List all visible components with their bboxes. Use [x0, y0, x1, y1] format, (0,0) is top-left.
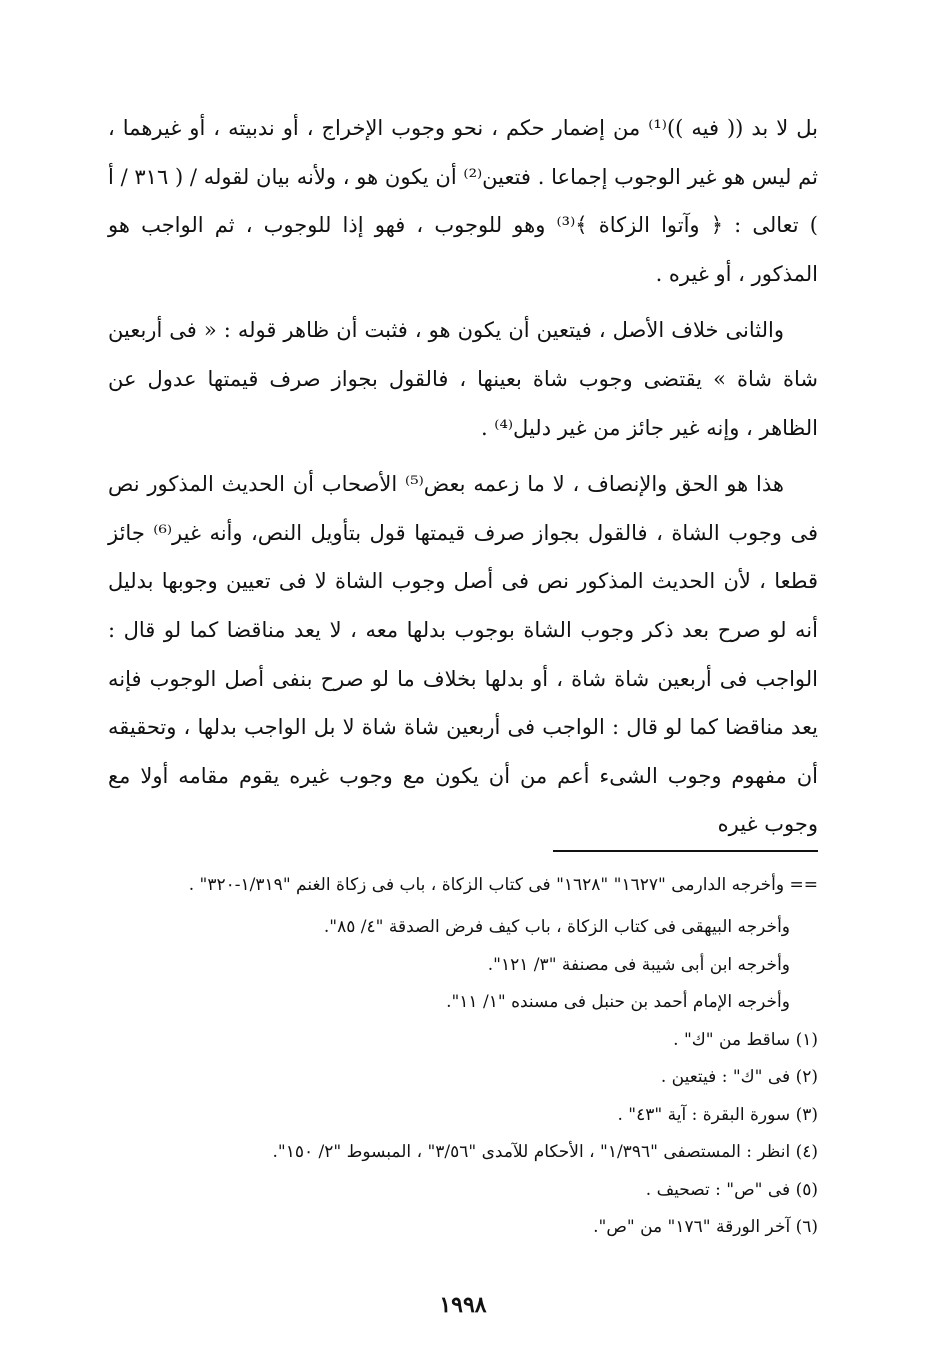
footnote-reference-1: وأخرجه البيهقى فى كتاب الزكاة ، باب كيف فرض الصدقة "٤/ ٨٥". [323, 917, 790, 937]
footnote-continuation: == وأخرجه الدارمى "١٦٢٧" "١٦٢٨" فى كتاب الزكاة ، باب فى زكاة الغنم "١/٣١٩-٣٢٠" . [188, 875, 818, 895]
paragraph-1: بل لا بد (( فيه ))⁽¹⁾ من إضمار حكم ، نحو وجوب الإخراج ، أو ندبيته ، أو غيرهما ، ثم ليس هو غير الوجوب إجماعا . فتعين⁽²⁾ أن يكون هو ، ولأنه بيان لقوله / ( ٣١٦ / أ ) تعالى : ﴿ وآتوا الزكاة ﴾⁽³⁾ وهو للوجوب ، فهو إذا للوجوب ، ثم الواجب هو المذكور ، أو غيره . [108, 116, 818, 286]
footnote-divider [553, 850, 818, 852]
paragraph-2: والثانى خلاف الأصل ، فيتعين أن يكون هو ، فثبت أن ظاهر قوله : « فى أربعين شاة شاة » يقتضى وجوب شاة بعينها ، فالقول بجواز صرف قيمتها عدول عن الظاهر ، وإنه غير جائز من غير دليل⁽⁴⁾ . [108, 318, 818, 440]
footnote-reference-2: وأخرجه ابن أبى شيبة فى مصنفة "٣/ ١٢١". [487, 954, 790, 975]
main-text [108, 104, 818, 857]
footnote-6: (٦) آخر الورقة "١٧٦" من "ص". [593, 1217, 818, 1237]
footnote-4: (٤) انظر : المستصفى "١/٣٩٦" ، الأحكام للآمدى "٣/٥٦" ، المبسوط "٢/ ١٥٠". [272, 1142, 818, 1162]
footnotes [108, 870, 818, 1247]
footnote-3: (٣) سورة البقرة : آية "٤٣" . [617, 1104, 818, 1125]
paragraph-3: هذا هو الحق والإنصاف ، لا ما زعمه بعض⁽⁵⁾ الأصحاب أن الحديث المذكور نص فى وجوب الشاة ، فالقول بجواز صرف قيمتها قول بتأويل النص، وأنه غير⁽⁶⁾ جائز قطعا ، لأن الحديث المذكور نص فى أصل وجوب الشاة لا فى تعيين وجوبها بدليل أنه لو صرح بعد ذكر وجوب الشاة بوجوب بدلها معه ، لا يعد مناقضا كما لو قال : الواجب فى أربعين شاة شاة ، أو بدلها بخلاف ما لو صرح بنفى أصل الوجوب فإنه يعد مناقضا كما لو قال : الواجب فى أربعين شاة شاة لا بل الواجب بدلها ، وتحقيقه أن مفهوم وجوب الشىء أعم من أن يكون مع وجوب غيره يقوم مقامه أولا مع وجوب غيره [108, 472, 818, 837]
footnote-reference-3: وأخرجه الإمام أحمد بن حنبل فى مسنده "١/ ١١". [446, 992, 790, 1012]
footnote-2: (٢) فى "ك" : فيتعين . [660, 1067, 818, 1087]
page-number: ١٩٩٨ [439, 1292, 487, 1318]
footnote-5: (٥) فى "ص" : تصحيف . [645, 1179, 818, 1200]
footnote-1: (١) ساقط من "ك" . [673, 1029, 818, 1050]
